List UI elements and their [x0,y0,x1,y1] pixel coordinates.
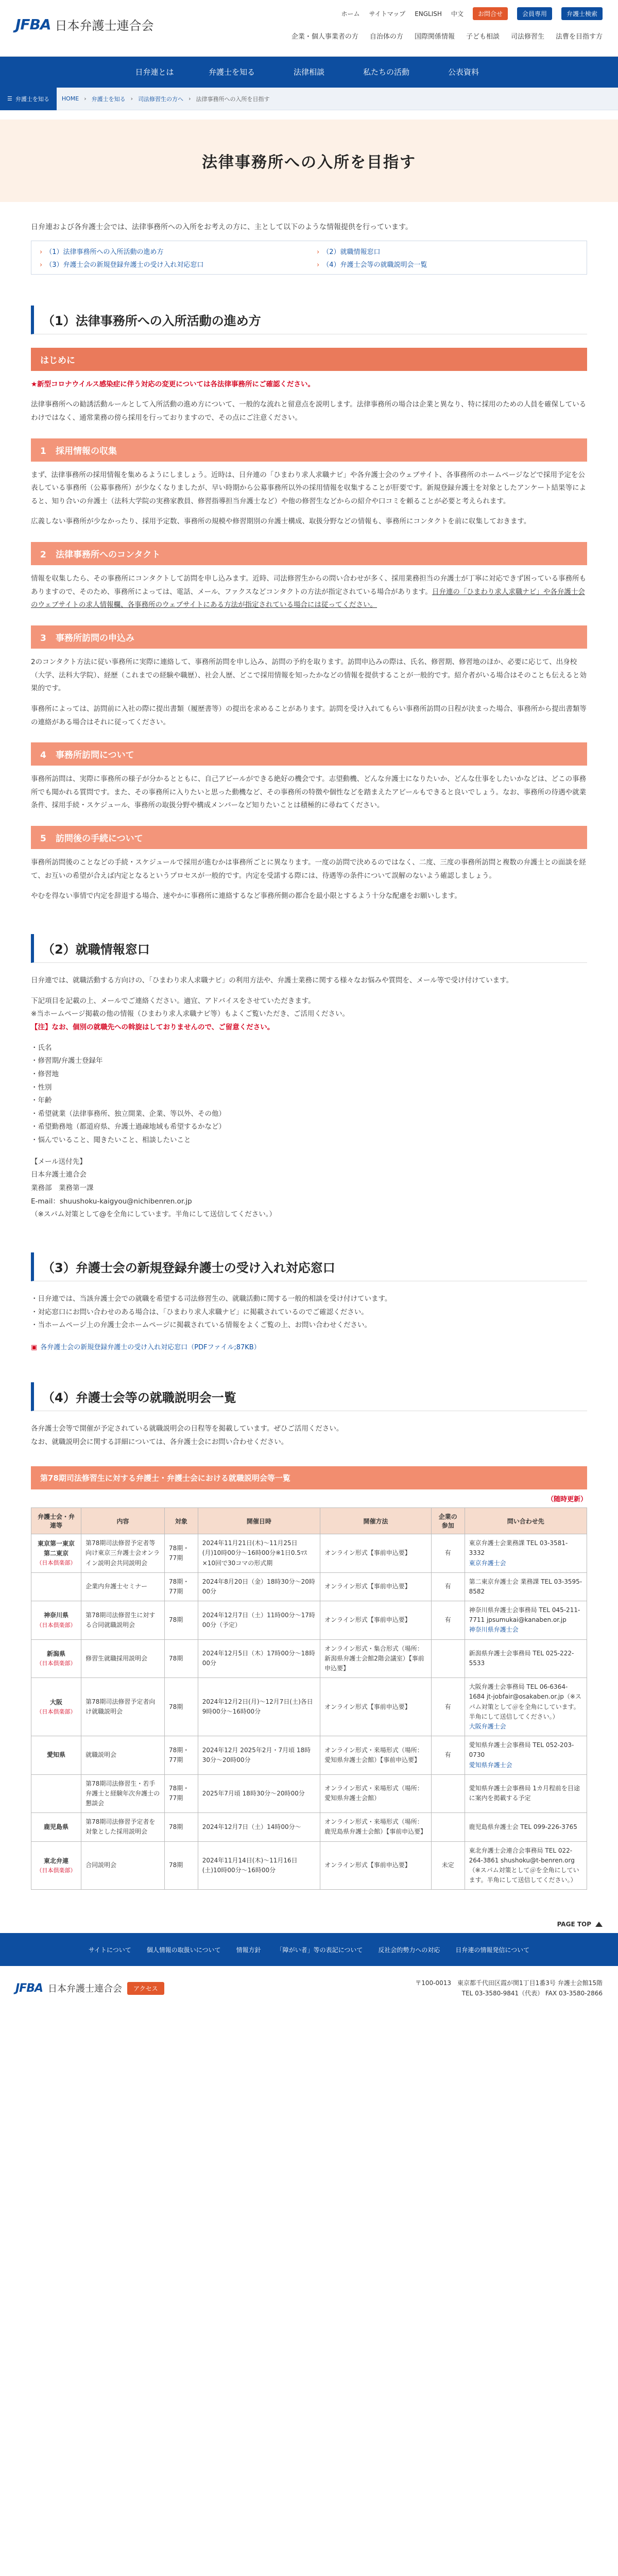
cell-bar-association [31,1841,81,1890]
step-number: 4 [40,750,46,761]
s2-item-list [31,1042,587,1147]
bar-sub: （日本倶楽部） [36,1621,76,1629]
table-updated-note: （随時更新） [546,1496,587,1504]
cell-bar-association [31,1774,81,1813]
s1-p6: 事務所によっては、訪問前に入社の際に提出書類（履歴書等）の提出を求めることがあります。訪問を受け入れてもらい事務所訪問の日程が決まった場合、事務所から提出書類等の連絡がある場合はそれに従ってください。 [31,704,587,726]
cell-target: 78期 [164,1678,198,1736]
footer-link[interactable]: 「障がい者」等の表記について [276,1946,363,1954]
menu-icon: ☰ [7,95,12,102]
util-sitemap[interactable]: サイトマップ [369,10,406,18]
s2-p2: 下記項目を記載の上、メールでご連絡ください。適宜、アドバイスをさせていただきます。 [31,996,315,1005]
s2-warn: 【注】なお、個別の就職先への斡旋はしておりませんので、ご留意ください。 [31,1023,274,1031]
step-3-band: 3 事務所訪問の申込み [31,625,587,649]
bar-name: 鹿児島県 [44,1823,69,1831]
logo-mark: JFBA [15,16,51,33]
mail-head: 【メール送付先】 [31,1157,87,1166]
toc-link-4[interactable]: › （4）弁護士会等の就職説明会一覧 [317,261,427,269]
cell-bar-association [31,1678,81,1736]
s4-p2: なお、就職説明会に関する詳細については、各弁護士会にお問い合わせください。 [31,1437,288,1446]
col-header: 企業の参加 [431,1508,465,1534]
cell-content: 第78期司法修習予定者を対象とした採用説明会 [81,1813,165,1841]
cell-bar-association [31,1813,81,1841]
cell-date: 2024年12月 2025年2月・7月頃 18時30分〜20時00分 [198,1736,320,1775]
list-item: ・ 修習期/弁護士登録年 [31,1055,587,1068]
address-line: 〒100-0013 東京都千代田区霞が関1丁目1番3号 弁護士会館15階 [415,1979,603,1987]
table-row [31,1534,587,1573]
page-title: 法律事務所への入所を目指す [202,154,416,172]
cell-date: 2024年11月21日(木)〜11月25日(月)10時00分〜16時00分※1日0.5ﾏｽ×10回で30コマの形式期 [198,1534,320,1573]
cell-content: 第78期司法修習予定者等向け東京三弁護士会オンライン説明会共同説明会 [81,1534,165,1573]
cell-contact [465,1639,587,1678]
cell-enterprise [431,1813,465,1841]
band-hajime: はじめに [31,348,587,371]
list-item: ・ 悩んでいること、聞きたいこと、相談したいこと [31,1134,587,1147]
cell-enterprise: 有 [431,1736,465,1775]
pdf-link[interactable]: 各弁護士会の新規登録弁護士の受け入れ対応窓口（PDFファイル;87KB） [40,1343,261,1351]
footer-logo-name: 日本弁護士連合会 [48,1984,123,1995]
aud-municipal[interactable]: 自治体の方 [369,33,403,41]
cell-content: 第78期司法修習生に対する合同就職説明会 [81,1601,165,1640]
mail-org: 日本弁護士連合会 [31,1171,87,1179]
logo-name: 日本弁護士連合会 [55,19,154,33]
step-number: 2 [40,550,46,561]
list-item: ・ 希望就業（法律事務所、独立開業、企業、等以外、その他） [31,1108,587,1121]
footer-logo [15,1981,164,1995]
bar-name: 東京第一東京第二東京 [38,1539,75,1557]
col-header: 開催方法 [320,1508,432,1534]
gnav-about[interactable]: 日弁連とは [135,67,174,77]
s3-list [31,1293,587,1332]
gnav-consult[interactable]: 法律相談 [293,67,324,77]
member-button[interactable]: 会員専用 [517,7,552,20]
cell-date: 2024年8月20日（金）18時30分〜20時00分 [198,1572,320,1601]
cell-date: 2024年12月7日（土）11時00分〜17時00分（予定） [198,1601,320,1640]
s1-p4: 情報を収集したら、その事務所にコンタクトして訪問を申し込みます。近時、司法修習生からの問い合わせが多く、採用業務担当の弁護士が丁寧に対応できず困っている事務所もありますので、そのため、事務所によっては、電話、メール、ファクスなどコンタクトの方法が指定されている場合があります。日弁連の「ひまわり求人求職ナビ」や各弁護士会のウェブサイトの求人情報欄、各事務所のウェブサイトにある方法が指定されている場合には従ってください。 [31,574,587,609]
bar-sub: （日本倶楽部） [36,1560,76,1567]
bar-sub: （日本倶楽部） [36,1867,76,1874]
bc-home[interactable]: HOME [61,95,79,102]
chevron-right-icon: › [84,95,87,102]
table-body [31,1534,587,1890]
cell-enterprise [431,1639,465,1678]
cell-contact [465,1774,587,1813]
s1-p8: 事務所訪問後のことなどの手続・スケジュールで採用が進むかは事務所ごとに異なります。一度の訪問で決めるのではなく、二度、三度の事務所訪問と複数の弁護士との面談を経て、お互いの希望が合えば内定となるというプロセスが一般的です。内定を受諾する際には、待遇等の条件について誤解のないよう確認しましょう。 [31,858,586,880]
toc-link-3[interactable]: › （3）弁護士会の新規登録弁護士の受け入れ対応窓口 [40,261,204,269]
global-nav [0,57,618,88]
table-header-row [31,1508,587,1534]
cell-date: 2024年11月14日(木)〜11月16日(土)10時00分〜16時00分 [198,1841,320,1890]
site-logo[interactable] [15,15,154,33]
list-item: ・ 日弁連では、当該弁護士会での就職を希望する司法修習生の、就職活動に関する一般的相談を受け付けています。 [31,1293,587,1306]
bar-name: 東北弁連 [44,1857,69,1865]
contact-button[interactable]: お問合せ [473,7,508,20]
list-item: ・ 修習地 [31,1068,587,1081]
cell-target: 78期 [164,1841,198,1890]
s1-p5: 2のコンタクト方法に従い事務所に実際に連絡して、事務所訪問を申し込み、訪問の予約を取ります。訪問申込みの際は、氏名、修習期、修習地のほか、必要に応じて、出身校（大学、法科大学院）、経歴（これまでの経験や職歴）、社会人歴、どこで採用情報を知ったかなどの情報を提供することが一般的です。紹介者がいる場合はそのことも伝えると効果的です。 [31,658,587,693]
util-english[interactable]: ENGLISH [415,10,442,18]
contact-text: 東京弁護士会業務課 TEL 03-3581-3332 [469,1539,568,1557]
mail-note: （※スパム対策として@を全角にしています。半角にして送信してください。） [31,1210,276,1219]
bc-current: 法律事務所への入所を目指す [196,95,270,103]
cell-date: 2024年12月2日(月)〜12月7日(土)各日9時00分〜16時00分 [198,1678,320,1736]
footer-link[interactable]: 個人情報の取扱いについて [146,1946,221,1954]
cell-date: 2024年12月5日（木）17時00分〜18時00分 [198,1639,320,1678]
list-item: ・ 氏名 [31,1042,587,1055]
table-row [31,1736,587,1775]
arrow-up-icon [595,1922,603,1927]
col-header: 対象 [164,1508,198,1534]
section-label: 弁護士を知る [15,95,49,103]
bar-name: 愛知県 [47,1751,66,1759]
col-header: 内容 [81,1508,165,1534]
table-row [31,1572,587,1601]
table-row [31,1678,587,1736]
step-number: 1 [40,446,46,456]
arrow-icon: › [317,261,320,269]
cell-target: 78期 [164,1601,198,1640]
audience-nav [291,31,603,41]
arrow-icon: › [40,248,43,256]
list-item: ・ 希望勤務地（都道府県、弁護士過疎地域も希望するかなど） [31,1121,587,1134]
cell-content: 第78期司法修習生・若手弁護士と経験年次弁護士の懇談会 [81,1774,165,1813]
util-home[interactable]: ホーム [341,10,360,18]
bar-website-link[interactable]: 東京弁護士会 [469,1559,506,1567]
covid-notice: ★新型コロナウイルス感染症に伴う対応の変更については各法律事務所にご確認ください。 [31,380,315,388]
cell-method: オンライン形式【事前申込要】 [320,1678,432,1736]
cell-date: 2025年7月頃 18時30分〜20時00分 [198,1774,320,1813]
cell-bar-association [31,1534,81,1573]
cell-target: 78期・77期 [164,1534,198,1573]
pdf-link-row [31,1342,587,1351]
cell-content: 修習生就職採用説明会 [81,1639,165,1678]
table-of-contents [31,241,587,275]
cell-bar-association [31,1736,81,1775]
aud-international[interactable]: 国際関係情報 [414,33,455,41]
step-number: 5 [40,834,46,844]
bar-website-link[interactable]: 大阪弁護士会 [469,1722,506,1730]
cell-method: オンライン形式・来場形式（場所：鹿児島県弁護士会館）【事前申込要】 [320,1813,432,1841]
col-header: 開催日時 [198,1508,320,1534]
cell-contact [465,1678,587,1736]
bc-trainees[interactable]: 司法修習生の方へ [138,95,184,103]
cell-target: 78期 [164,1639,198,1678]
arrow-icon: › [40,261,43,269]
util-chinese[interactable]: 中文 [451,10,464,18]
site-header [0,0,618,57]
cell-method: オンライン形式【事前申込要】 [320,1572,432,1601]
cell-content: 第78期司法修習予定者向け就職説明会 [81,1678,165,1736]
cell-contact [465,1813,587,1841]
aud-business[interactable]: 企業・個人事業者の方 [291,33,358,41]
footer-bottom [0,1966,618,2010]
list-item: ・ 性別 [31,1081,587,1095]
bc-lawyers[interactable]: 弁護士を知る [91,95,126,103]
cell-bar-association [31,1572,81,1601]
table-row [31,1841,587,1890]
bar-website-link[interactable]: 愛知県弁護士会 [469,1761,512,1769]
section-2-title: （2）就職情報窓口 [31,934,587,963]
gnav-lawyers[interactable]: 弁護士を知る [208,67,255,77]
table-row [31,1639,587,1678]
section-4-title: （4）弁護士会等の就職説明会一覧 [31,1382,587,1411]
cell-method: オンライン形式・来場形式（場所：愛知県弁護士会館）【事前申込要】 [320,1736,432,1775]
section-1-title: （1）法律事務所への入所活動の進め方 [31,306,587,334]
footer-nav [0,1933,618,1966]
aud-children[interactable]: 子ども相談 [466,33,500,41]
col-header: 問い合わせ先 [465,1508,587,1534]
access-button[interactable]: アクセス [127,1982,164,1995]
footer-link[interactable]: 反社会的勢力への対応 [378,1946,440,1954]
table-row [31,1774,587,1813]
contact-text: 大阪弁護士会事務局 TEL 06-6364-1684 jt-jobfair@osakaben.or.jp（※スパム対策として＠を全角にしています。半角にして送信してください。） [469,1683,581,1720]
cell-target: 78期・77期 [164,1736,198,1775]
cell-method: オンライン形式【事前申込要】 [320,1601,432,1640]
mail-dept: 業務部 業務第一課 [31,1184,94,1193]
step-number: 3 [40,633,46,643]
contact-text: 愛知県弁護士会事務局 TEL 052-203-0730 [469,1741,574,1759]
s1-p4-underlined: 日弁連の「ひまわり求人求職ナビ」や各弁護士会のウェブサイトの求人情報欄、各事務所のウェブサイトにある方法が指定されている場合には従ってください。 [31,587,585,609]
footer-link[interactable]: 情報方針 [236,1946,261,1954]
step-1-band: 1 採用情報の収集 [31,438,587,462]
cell-method: オンライン形式・集合形式（場所：新潟県弁護士会館2階会議室）【事前申込要】 [320,1639,432,1678]
page-top-label: PAGE TOP [557,1921,591,1928]
cell-content: 就職説明会 [81,1736,165,1775]
step-5-band: 5 訪問後の手続について [31,826,587,849]
cell-enterprise: 有 [431,1534,465,1573]
contact-text: 東北弁護士会連合会事務局 TEL 022-264-3861 shushoku@t-benren.org（※スパム対策として＠を全角にしています。半角にして送信してください。） [469,1846,579,1884]
mail-address[interactable]: E-mail：shuushoku-kaigyou@nichibenren.or.jp [31,1197,192,1206]
s1-p7: 事務所訪問は、実際に事務所の様子が分かるとともに、自己アピールができる絶好の機会です。志望動機、どんな弁護士になりたいか、どんな仕事をしたいかなどは、どこの事務所でも聞かれる質問です。また、その事務所に入りたいと思った動機など、その事務所の特徴や個性などを踏まえたアピールもできると良いでしょう。なお、事務所の待遇や就業条件、採用手続・スケジュール、事務所の取扱分野や構成メンバーなど知りたいことは積極的に尋ねてください。 [31,775,587,810]
toc-link-2[interactable]: › （2）就職情報窓口 [317,248,381,256]
toc-link-1[interactable]: › （1）法律事務所への入所活動の進め方 [40,248,164,256]
table-row [31,1813,587,1841]
gnav-documents[interactable]: 公表資料 [448,67,479,77]
cell-bar-association [31,1601,81,1640]
bar-sub: （日本倶楽部） [36,1660,76,1667]
lawyer-search-button[interactable]: 弁護士検索 [561,7,603,20]
page-hero [0,120,618,202]
chevron-right-icon: › [188,95,191,102]
cell-enterprise: 有 [431,1601,465,1640]
cell-contact [465,1736,587,1775]
cell-method: オンライン形式・来場形式（場所：愛知県弁護士会館） [320,1774,432,1813]
footer-address [415,1978,603,1999]
table-row [31,1601,587,1640]
footer-link[interactable]: 日弁連の情報発信について [455,1946,530,1954]
cell-enterprise: 有 [431,1678,465,1736]
cell-target: 78期・77期 [164,1774,198,1813]
bar-sub: （日本倶楽部） [36,1708,76,1715]
s2-p3: ※当ホームページ掲載の他の情報（ひまわり求人求職ナビ等）もよくご覧いただき、ご活用ください。 [31,1010,350,1019]
s1-p1: 法律事務所への勧誘活動ルールとして入所活動の進め方について、一般的な流れと留意点を説明します。法律事務所の場合は企業と異なり、特に採用のための人員を確保しているわけではなく、通常業務の傍ら採用を行っておりますので、その点にご注意ください。 [31,400,587,422]
cell-contact [465,1572,587,1601]
step-4-band: 4 事務所訪問について [31,742,587,766]
pdf-icon: ▣ [31,1343,38,1351]
cell-method: オンライン形式【事前申込要】 [320,1841,432,1890]
list-item: ・ 対応窓口にお問い合わせのある場合は、「ひまわり求人求職ナビ」に掲載されているのでご確認ください。 [31,1306,587,1319]
cell-bar-association [31,1639,81,1678]
cell-content: 企業内弁護士セミナー [81,1572,165,1601]
contact-text: 愛知県弁護士会事務局 1カ月程前を目途に案内を掲載する予定 [469,1785,580,1802]
s1-p3: 広義しない事務所が少なかったり、採用予定数、事務所の規模や修習期別の弁護士構成、取扱分野などの情報も、事務所にコンタクトを前に収集しておきます。 [31,517,531,526]
gnav-activities[interactable]: 私たちの活動 [363,67,409,77]
section-menu[interactable] [0,88,57,110]
col-header: 弁護士会・弁連等 [31,1508,81,1534]
bar-name: 神奈川県 [44,1612,69,1619]
bar-website-link[interactable]: 神奈川県弁護士会 [469,1626,519,1634]
aud-aspirants[interactable]: 法曹を目指す方 [555,33,603,41]
utility-nav [341,7,603,20]
list-item: ・ 年齢 [31,1094,587,1108]
cell-contact [465,1534,587,1573]
arrow-icon: › [317,248,320,256]
cell-date: 2024年12月7日（土）14時00分〜 [198,1813,320,1841]
briefing-table [31,1507,587,1890]
footer-logo-mark[interactable]: JFBA [15,1981,43,1995]
list-item: ・ 当ホームページ上の弁護士会ホームページに掲載されている情報をよくご覧の上、お問い合わせください。 [31,1319,587,1332]
s1-p9: やむを得ない事情で内定を辞退する場合、速やかに事務所に連絡するなど事務所側の都合を最小限とするよう十分な配慮をお願いします。 [31,892,461,901]
intro-text: 日弁連および各弁護士会では、法律事務所への入所をお考えの方に、主として以下のような情報提供を行っています。 [31,223,413,231]
s1-p2: まず、法律事務所の採用情報を集めるようにしましょう。近時は、日弁連の「ひまわり求人求職ナビ」や各弁護士会のウェブサイト、各事務所のホームページなどで採用予定を公表している事務所（公募事務所）が少なくなりましたが、早い時期から公募事務所以外の採用情報を収集することが肝要です。新規登録弁護士を対象としたアンケート結果等によると、知り合いの弁護士（法科大学院の実務家教員、修習指導担当弁護士など）や他の修習生などからの紹介や口コミを頼ることが必要と考えられます。 [31,470,587,505]
s4-p1: 各弁護士会等で開催が予定されている就職説明会の日程等を掲載しています。ぜひご活用ください。 [31,1424,344,1433]
aud-trainees[interactable]: 司法修習生 [510,33,544,41]
page-top-button[interactable] [15,1921,603,1928]
cell-enterprise: 有 [431,1572,465,1601]
contact-text: 神奈川県弁護士会事務局 TEL 045-211-7711 jpsumukai@kanaben.or.jp [469,1606,580,1624]
breadcrumb [0,88,618,110]
cell-target: 78期 [164,1813,198,1841]
contact-text: 鹿児島県弁護士会 TEL 099-226-3765 [469,1823,577,1831]
mail-block [31,1156,587,1222]
cell-enterprise: 未定 [431,1841,465,1890]
cell-method: オンライン形式【事前申込要】 [320,1534,432,1573]
cell-contact [465,1841,587,1890]
contact-text: 第二東京弁護士会 業務課 TEL 03-3595-8582 [469,1578,582,1595]
bar-name: 大阪 [50,1698,63,1706]
cell-enterprise [431,1774,465,1813]
tel-line: TEL 03-3580-9841（代表） FAX 03-3580-2866 [461,1990,603,1997]
footer-link[interactable]: サイトについて [88,1946,131,1954]
contact-text: 新潟県弁護士会事務局 TEL 025-222-5533 [469,1650,574,1667]
cell-target: 78期・77期 [164,1572,198,1601]
chevron-right-icon: › [130,95,133,102]
table-title: 第78期司法修習生に対する弁護士・弁護士会における就職説明会等一覧 [31,1466,587,1489]
step-2-band: 2 法律事務所へのコンタクト [31,542,587,565]
cell-content: 合同説明会 [81,1841,165,1890]
main-content [31,221,587,1890]
section-3-title: （3）弁護士会の新規登録弁護士の受け入れ対応窓口 [31,1252,587,1281]
cell-contact [465,1601,587,1640]
s2-p1: 日弁連では、就職活動する方向けの、「ひまわり求人求職ナビ」の利用方法や、弁護士業務に関する様々なお悩みや質問を、メール等で受け付けています。 [31,976,513,985]
bar-name: 新潟県 [47,1650,66,1658]
